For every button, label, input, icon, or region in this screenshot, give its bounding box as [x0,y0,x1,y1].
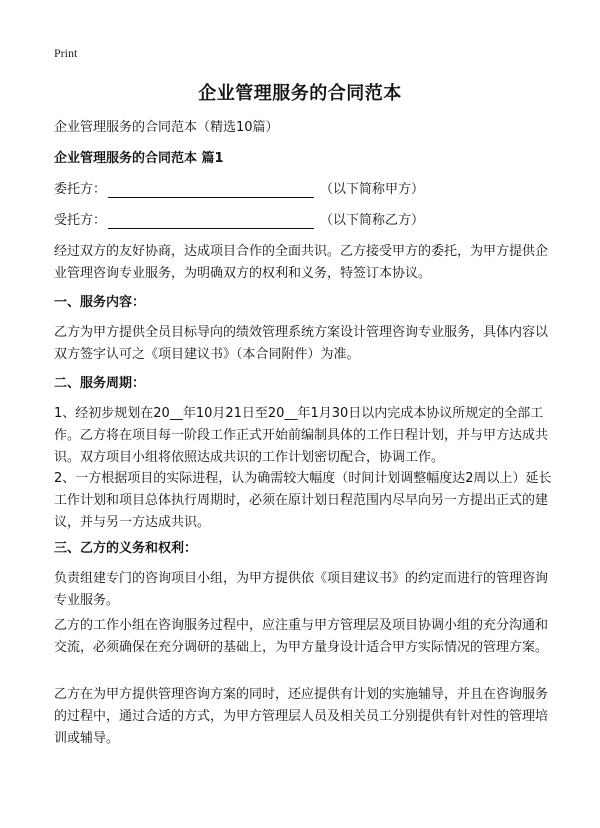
party-blank-line [108,197,314,198]
section-2-paragraph-2: 2、一方根据项目的实际进程，认为确需较大幅度（时间计划调整幅度达2周以上）延长工作计划和项目总体执行周期时，必须在原计划日程范围内尽早向另一方提出正式的建议，并与另一方达成共识。 [54,471,552,530]
section-heading: 企业管理服务的合同范本 篇1 [54,151,224,166]
section-3-paragraph-3: 乙方在为甲方提供管理咨询方案的同时，还应提供有计划的实施辅导，并且在咨询服务的过程中，通过合适的方式，为甲方管理层人员及相关员工分别提供有针对性的管理培训或辅导。 [54,687,549,746]
section-3-paragraph-2: 乙方的工作小组在咨询服务过程中，应注重与甲方管理层及项目协调小组的充分沟通和交流，必须确保在充分调研的基础上，为甲方量身设计适合甲方实际情况的管理方案。 [54,618,549,655]
section-3-paragraph-1: 负责组建专门的咨询项目小组，为甲方提供依《项目建议书》的约定而进行的管理咨询专业服务。 [54,571,549,608]
party-note: （以下简称甲方） [320,182,425,197]
section-2-paragraph-1: 1、经初步规划在20__年10月21日至20__年1月30日以内完成本协议所规定的全部工作。乙方将在项目每一阶段工作正式开始前编制具体的工作日程计划，并与甲方达成共识。双方项目小组将依照达成共识的工作计划密切配合，协调工作。 [54,406,549,465]
section-1-heading: 一、服务内容： [54,295,146,310]
party-label: 委托方： [54,182,107,197]
subtitle: 企业管理服务的合同范本（精选10篇） [54,120,279,135]
party-blank-line [108,228,314,229]
print-link[interactable]: Print [54,46,78,60]
section-3-heading: 三、乙方的义务和权利： [54,541,198,556]
party-note: （以下简称乙方） [320,213,425,228]
page-title: 企业管理服务的合同范本 [198,83,402,104]
section-1-paragraph: 乙方为甲方提供全员目标导向的绩效管理系统方案设计管理咨询专业服务，具体内容以双方签字认可之《项目建议书》（本合同附件）为准。 [54,325,549,362]
party-row-contractor [54,210,554,232]
party-label: 受托方： [54,213,107,228]
party-row-client [54,179,554,201]
intro-paragraph: 经过双方的友好协商，达成项目合作的全面共识。乙方接受甲方的委托，为甲方提供企业管理咨询专业服务，为明确双方的权利和义务，特签订本协议。 [54,244,549,281]
section-2-heading: 二、服务周期： [54,376,146,391]
